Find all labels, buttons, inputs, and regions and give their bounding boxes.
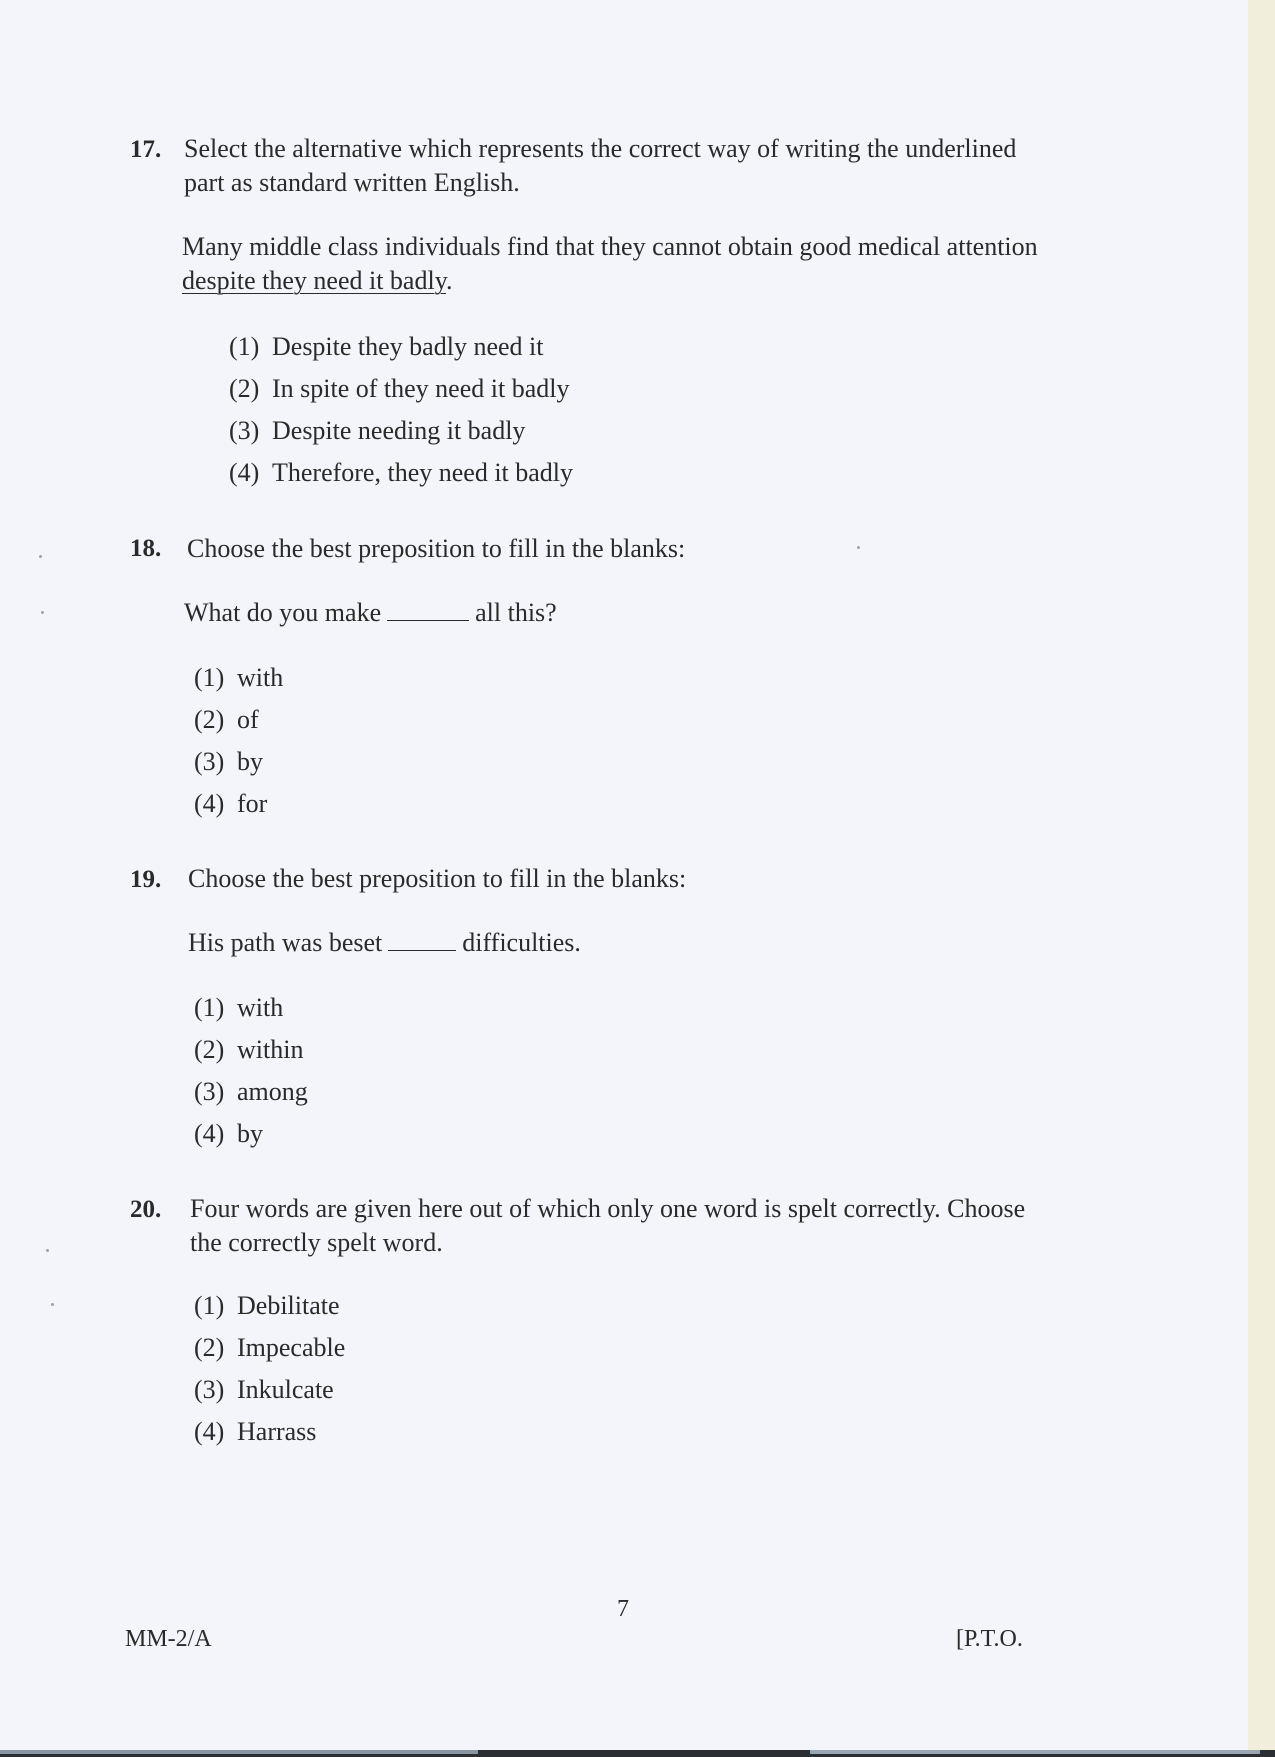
option-text: Despite they badly need it [272,332,544,361]
option-number: (3) [194,1077,225,1106]
option-text: Debilitate [237,1291,340,1320]
option-number: (2) [229,374,260,403]
question-prompt-line: Select the alternative which represents the correct way of writing the underlined [184,134,1017,163]
option-text: of [237,705,259,734]
scan-edge-right [1248,0,1275,1757]
option-text: among [237,1077,308,1106]
scan-speck [46,1249,49,1252]
option-text: In spite of they need it badly [272,374,570,403]
option-text: Harrass [237,1417,317,1446]
option-number: (2) [194,705,225,734]
option-text: Impecable [237,1333,346,1362]
option-item [194,1033,303,1067]
blank-line [387,598,469,621]
passage-line: Many middle class individuals find that they cannot obtain good medical attention [182,232,1038,261]
sentence-before: What do you make [184,598,382,627]
question-number: 20. [130,1196,162,1223]
scan-speck [51,1303,54,1306]
option-item [229,456,573,490]
sentence-after: difficulties. [462,928,581,957]
option-item [194,991,283,1025]
scan-speck [41,611,44,614]
sentence-after: all this? [475,598,557,627]
blank-line [388,928,456,951]
option-item [194,1415,316,1449]
passage-line [182,264,453,298]
option-item [194,703,259,737]
option-number: (3) [194,747,225,776]
footer-code: MM-2/A [125,1626,212,1652]
option-item [194,661,283,695]
scan-edge-bottom [0,1750,1275,1757]
option-item [229,330,543,364]
question-number: 18. [130,535,162,562]
option-text: by [237,747,263,776]
option-number: (4) [194,1417,225,1446]
option-item [229,372,569,406]
option-number: (1) [194,663,225,692]
option-item [229,414,525,448]
footer-pto: [P.T.O. [956,1626,1023,1652]
scan-edge-segment [0,1750,478,1754]
question-prompt-line: Choose the best preposition to fill in the blanks: [187,534,686,563]
option-number: (4) [229,458,260,487]
option-text: within [237,1035,304,1064]
sentence-before: His path was beset [188,928,383,957]
question-number: 17. [130,136,162,163]
option-text: with [237,993,284,1022]
question-prompt-line: Four words are given here out of which only one word is spelt correctly. Choose [190,1194,1026,1223]
underlined-phrase: despite they need it badly [182,266,447,295]
question-prompt-line: the correctly spelt word. [190,1228,443,1257]
option-number: (4) [194,1119,225,1148]
passage-end: . [446,266,453,295]
option-number: (1) [194,1291,225,1320]
option-number: (2) [194,1035,225,1064]
option-item [194,1373,334,1407]
option-item [194,745,263,779]
option-text: Therefore, they need it badly [272,458,574,487]
option-number: (1) [194,993,225,1022]
option-number: (4) [194,789,225,818]
option-text: with [237,663,284,692]
option-item [194,1289,340,1323]
option-text: by [237,1119,263,1148]
question-prompt-line: part as standard written English. [184,168,520,197]
question-prompt-line: Choose the best preposition to fill in the blanks: [188,864,687,893]
option-text: for [237,789,268,818]
option-item [194,1331,345,1365]
option-item [194,787,267,821]
scan-speck [857,546,860,549]
option-number: (3) [229,416,260,445]
scan-speck [39,555,42,558]
option-item [194,1117,263,1151]
page-number: 7 [617,1596,629,1622]
question-number: 19. [130,866,162,893]
scan-edge-segment [810,1750,1260,1754]
option-number: (1) [229,332,260,361]
fill-blank-sentence [188,926,581,960]
option-item [194,1075,308,1109]
option-text: Inkulcate [237,1375,334,1404]
option-number: (3) [194,1375,225,1404]
option-number: (2) [194,1333,225,1362]
fill-blank-sentence [184,596,557,630]
option-text: Despite needing it badly [272,416,526,445]
